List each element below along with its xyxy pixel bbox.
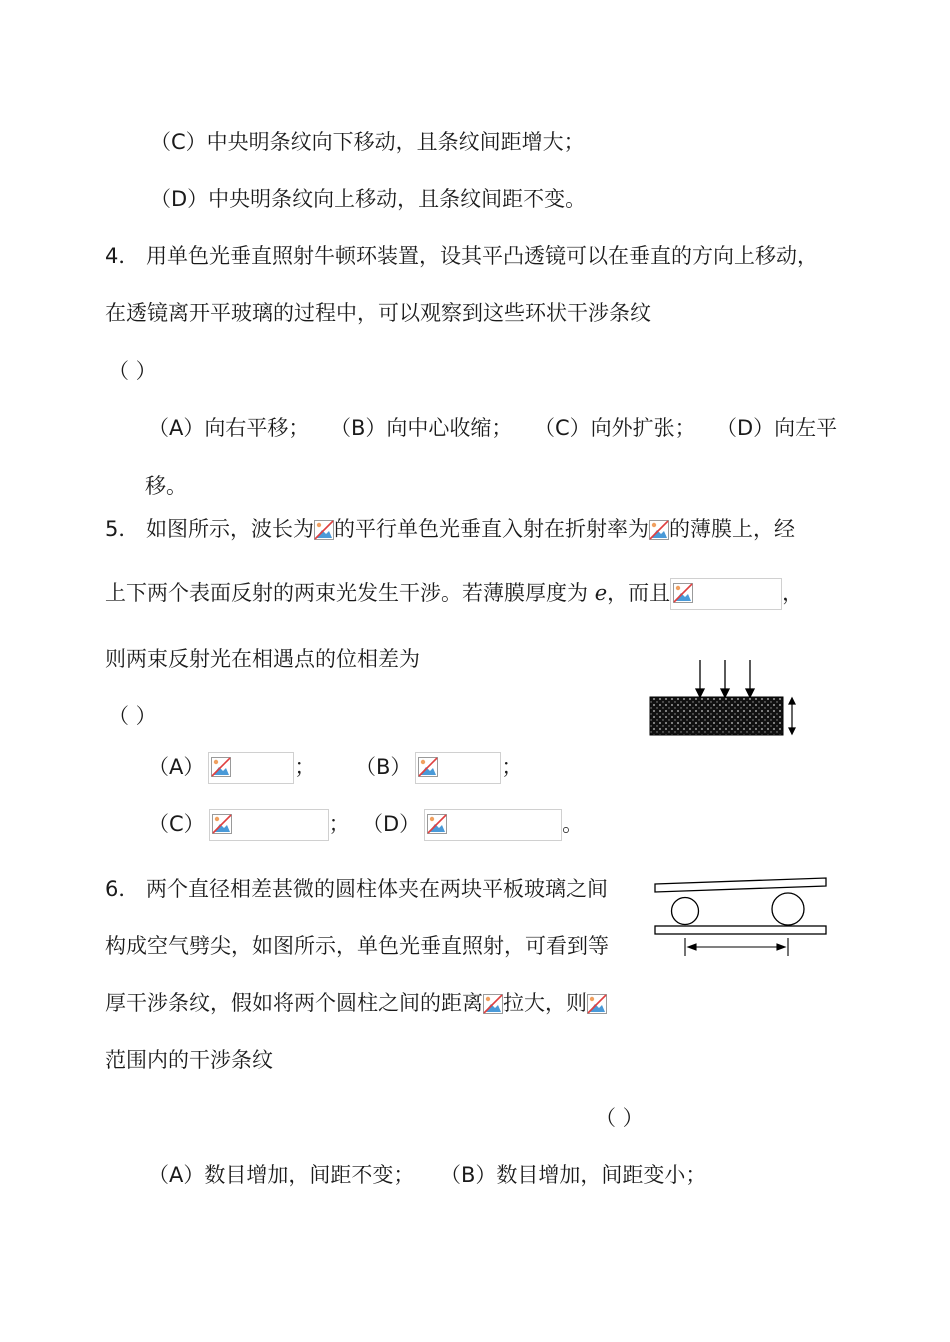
formula-image-box xyxy=(670,578,782,610)
q5-thickness-e: e xyxy=(594,581,608,605)
q4-line2: 在透镜离开平玻璃的过程中，可以观察到这些环状干涉条纹 xyxy=(105,301,651,325)
q5-option-d-period: 。 xyxy=(562,812,584,836)
q4-line1: 4． 用单色光垂直照射牛顿环装置，设其平凸透镜可以在垂直的方向上移动， xyxy=(105,244,819,268)
q6-line3-b: 拉大，则 xyxy=(503,991,587,1015)
q5-option-c xyxy=(148,809,350,841)
q4-option-a: （A）向右平移； xyxy=(148,416,310,440)
q5-line3: 则两束反射光在相遇点的位相差为 xyxy=(105,647,420,671)
q6-line2: 构成空气劈尖，如图所示，单色光垂直照射，可看到等 xyxy=(105,934,609,958)
q5-line2-c: ， xyxy=(782,581,804,605)
broken-image-icon xyxy=(649,520,669,540)
q5-line2 xyxy=(105,578,803,610)
q4-option-d-cont: 移。 xyxy=(145,474,187,498)
q5-option-b xyxy=(355,752,522,784)
q5-option-c-semicolon: ； xyxy=(328,812,350,836)
air-wedge-figure xyxy=(650,872,835,962)
q6-line3 xyxy=(105,989,607,1017)
broken-image-icon xyxy=(587,994,607,1014)
broken-image-icon xyxy=(427,814,447,834)
broken-image-icon xyxy=(673,583,693,603)
q5-option-a-semicolon: ； xyxy=(294,755,316,779)
q4-option-c: （C）向外扩张； xyxy=(534,416,696,440)
q5-line1-b: 的平行单色光垂直入射在折射率为 xyxy=(334,517,650,541)
q6-option-b: （B）数目增加，间距变小； xyxy=(440,1163,707,1187)
distance-arrow xyxy=(685,938,788,956)
q5-answer-paren: （ ） xyxy=(108,704,157,728)
formula-image-box xyxy=(415,752,501,784)
q4-option-d: （D）向左平 xyxy=(716,416,838,440)
large-cylinder xyxy=(772,893,804,925)
q6-line3-a: 厚干涉条纹，假如将两个圆柱之间的距离 xyxy=(105,991,483,1015)
small-cylinder xyxy=(672,898,699,925)
q5-option-a-label: （A） xyxy=(148,755,205,779)
thin-film-figure xyxy=(640,655,810,745)
q5-option-b-semicolon: ； xyxy=(501,755,523,779)
q5-line2-b: ，而且 xyxy=(607,581,671,605)
q5-line2-a: 上下两个表面反射的两束光发生干涉。若薄膜厚度为 xyxy=(105,581,595,605)
q5-option-b-label: （B） xyxy=(355,755,412,779)
q5-option-d xyxy=(362,809,583,841)
broken-image-icon xyxy=(211,757,231,777)
q3-option-d: （D）中央明条纹向上移动，且条纹间距不变。 xyxy=(150,187,587,211)
incident-ray-arrows xyxy=(696,660,754,697)
formula-image-box xyxy=(208,752,294,784)
broken-image-icon xyxy=(314,520,334,540)
q6-line4: 范围内的干涉条纹 xyxy=(105,1048,273,1072)
bottom-glass-plate xyxy=(655,926,826,934)
broken-image-icon xyxy=(418,757,438,777)
formula-image-box xyxy=(209,809,329,841)
q6-option-a: （A）数目增加，间距不变； xyxy=(148,1163,415,1187)
q3-option-c: （C）中央明条纹向下移动，且条纹间距增大； xyxy=(150,130,585,154)
q6-line1: 6． 两个直径相差甚微的圆柱体夹在两块平板玻璃之间 xyxy=(105,877,609,901)
q5-line1 xyxy=(105,515,795,543)
q5-option-a xyxy=(148,752,315,784)
q4-option-b: （B）向中心收缩； xyxy=(330,416,513,440)
q5-option-c-label: （C） xyxy=(148,812,205,836)
q4-answer-paren: （ ） xyxy=(108,359,157,383)
q5-option-d-label: （D） xyxy=(362,812,421,836)
top-glass-plate xyxy=(655,878,826,892)
thickness-arrow xyxy=(789,698,795,734)
formula-image-box xyxy=(424,809,562,841)
thin-film-layer xyxy=(650,697,783,735)
q5-line1-c: 的薄膜上，经 xyxy=(669,517,796,541)
q6-answer-paren: （ ） xyxy=(595,1106,644,1130)
broken-image-icon xyxy=(212,814,232,834)
q5-line1-a: 5． 如图所示，波长为 xyxy=(105,517,315,541)
broken-image-icon xyxy=(483,994,503,1014)
